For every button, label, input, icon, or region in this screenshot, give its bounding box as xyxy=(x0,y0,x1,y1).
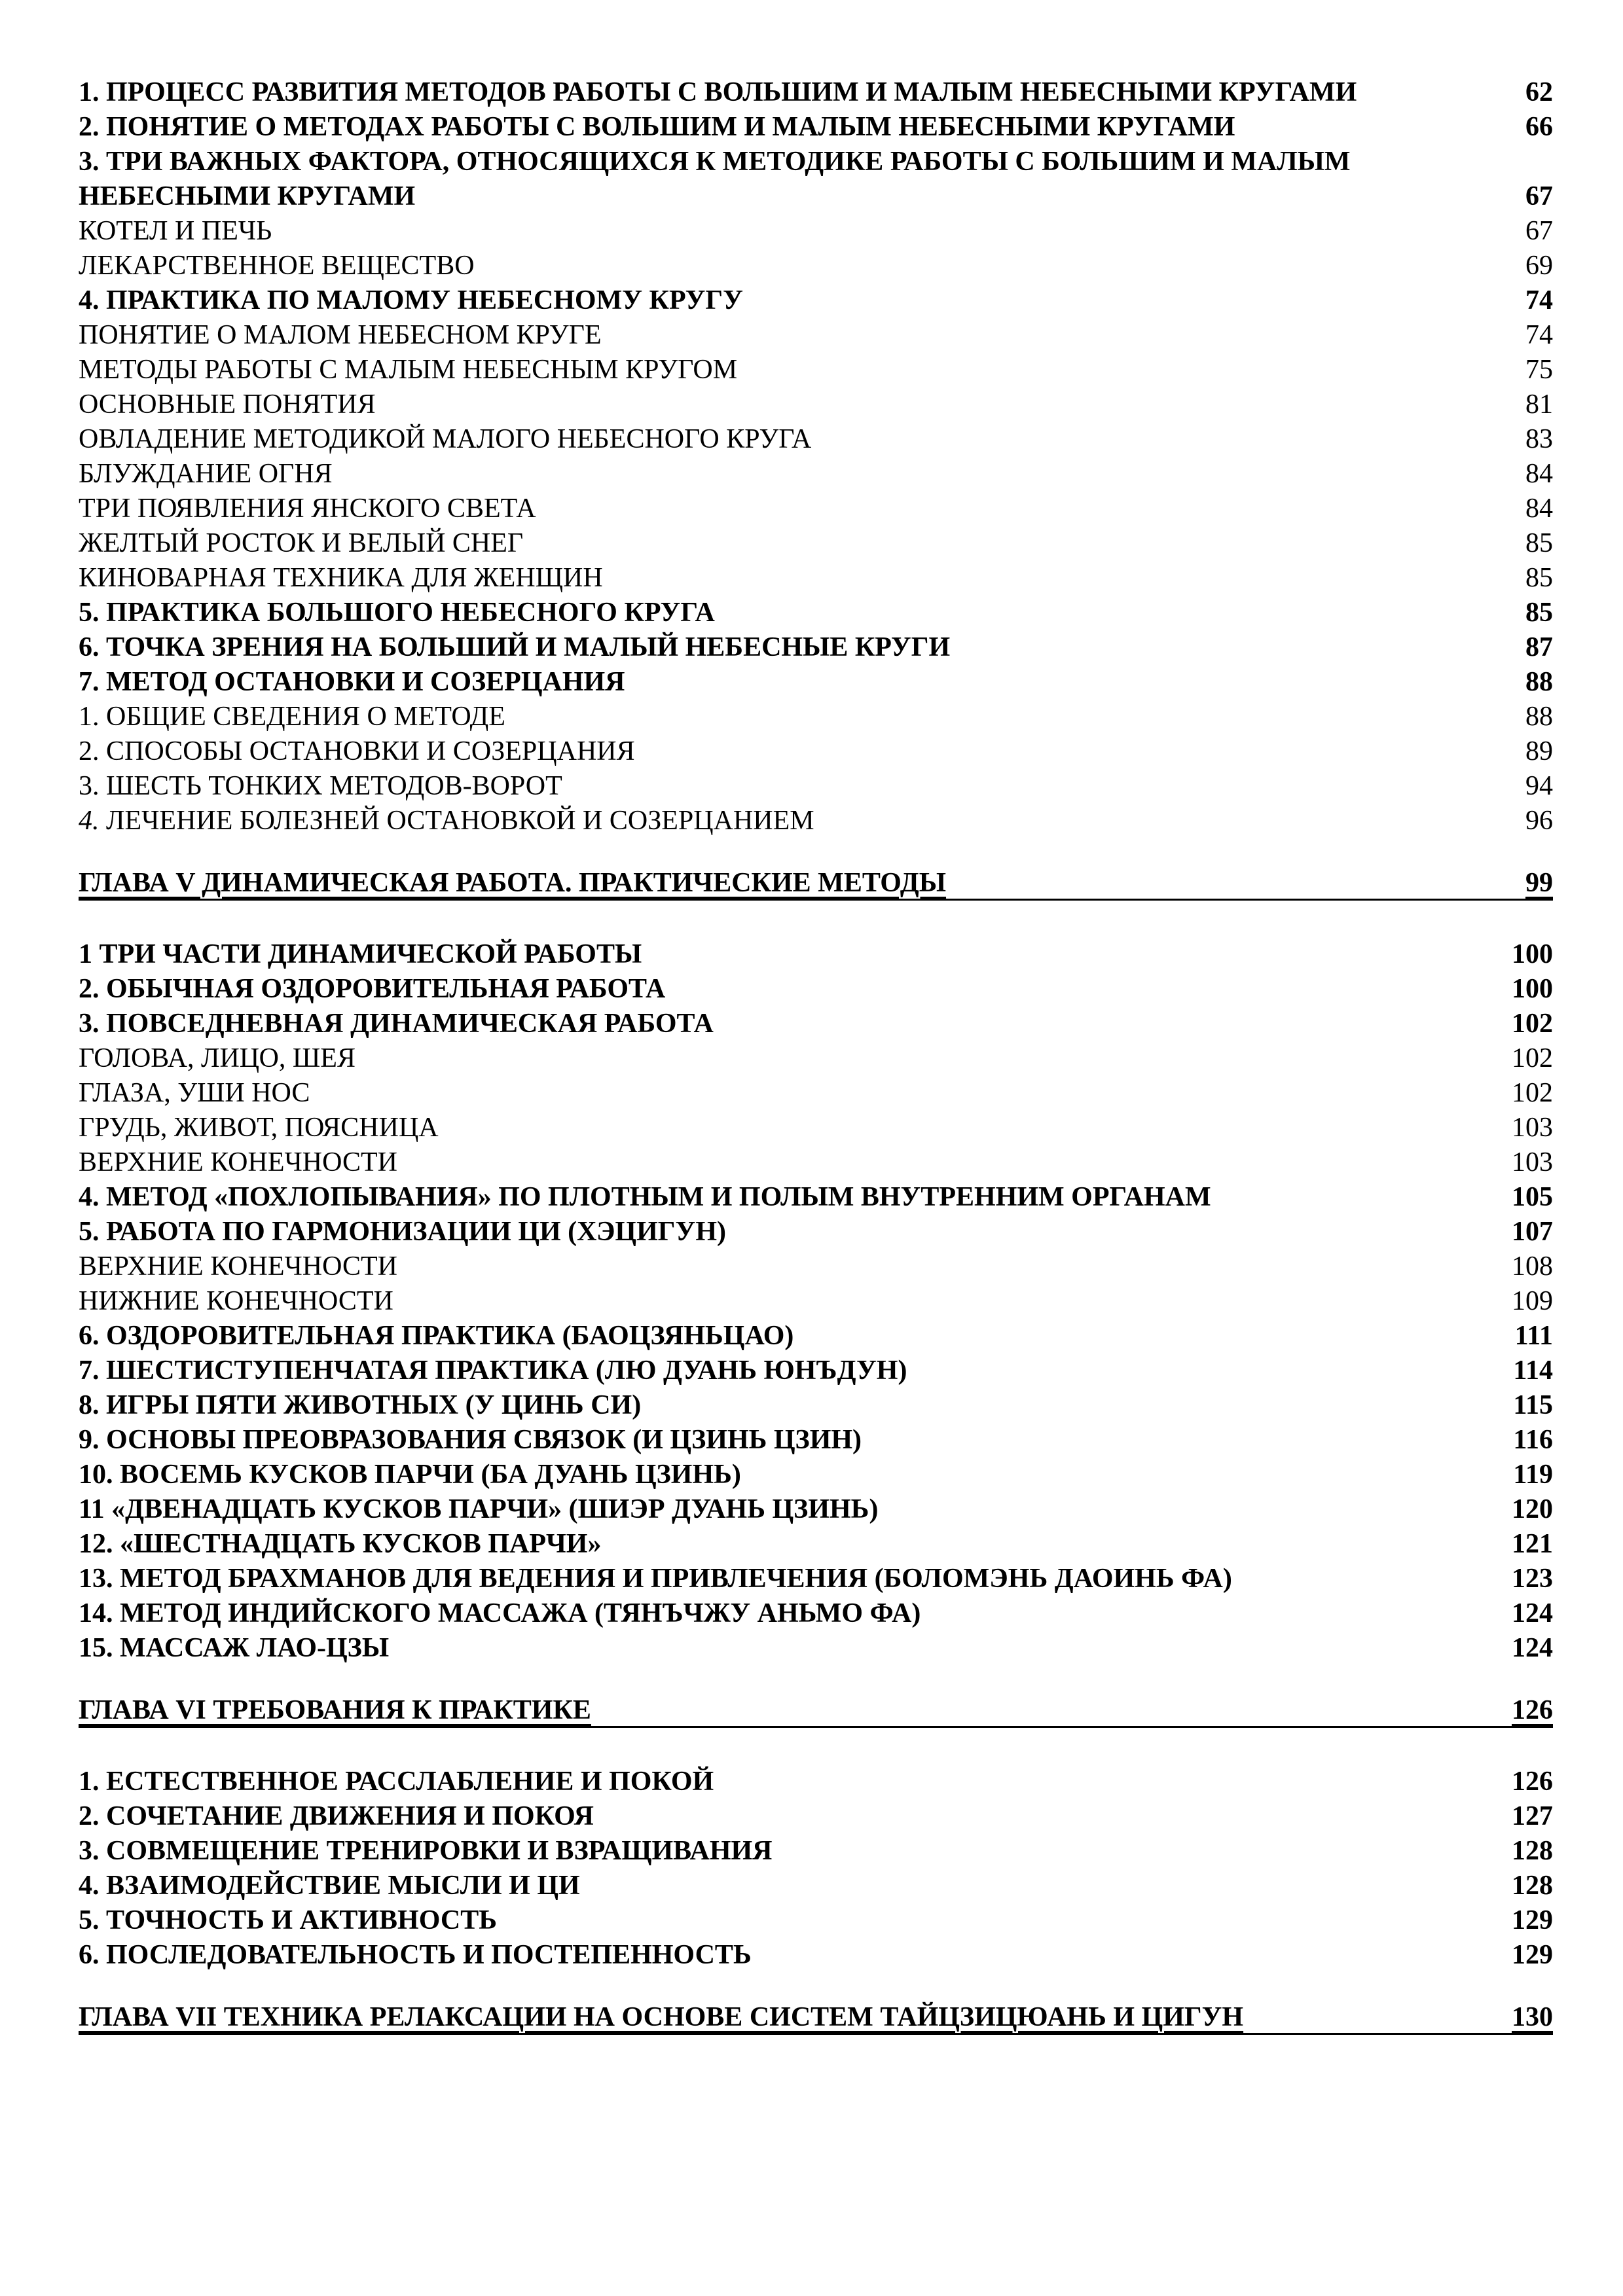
toc-entry[interactable] xyxy=(79,972,1553,1007)
toc-entry-title: 2. СОЧЕТАНИЕ ДВИЖЕНИЯ И ПОКОЯ xyxy=(79,1801,594,1831)
toc-entry[interactable] xyxy=(79,526,1553,561)
toc-entry-title: 4. ПРАКТИКА ПО МАЛОМУ НЕБЕСНОМУ КРУГУ xyxy=(79,285,743,315)
toc-entry[interactable] xyxy=(79,249,1553,283)
toc-entry-title: КОТЕЛ И ПЕЧЬ xyxy=(79,216,272,246)
toc-entry[interactable] xyxy=(79,665,1553,700)
toc-entry-page: 123 xyxy=(1512,1564,1553,1594)
toc-entry-page: 103 xyxy=(1512,1113,1553,1143)
chapter-heading-v[interactable] xyxy=(79,870,1553,905)
chapter-page: 126 xyxy=(1499,1697,1553,1728)
toc-entry-title: 2. ПОНЯТИЕ О МЕТОДАХ РАБОТЫ С ВОЛЬШИМ И МАЛЫМ НЕБЕСНЫМИ КРУГАМИ xyxy=(79,112,1235,142)
toc-entry-title: ЛЕКАРСТВЕННОЕ ВЕЩЕСТВО xyxy=(79,251,475,281)
toc-entry[interactable] xyxy=(79,214,1553,249)
toc-entry-title: 4. ВЗАИМОДЕЙСТВИЕ МЫСЛИ И ЦИ xyxy=(79,1871,580,1901)
toc-entry[interactable] xyxy=(79,1765,1553,1799)
toc-entry[interactable] xyxy=(79,422,1553,457)
toc-entry-title: 7. МЕТОД ОСТАНОВКИ И СОЗЕРЦАНИЯ xyxy=(79,667,625,697)
toc-entry-title: 6. ТОЧКА ЗРЕНИЯ НА БОЛЬШИЙ И МАЛЫЙ НЕБЕСНЫЕ КРУГИ xyxy=(79,632,951,662)
toc-entry[interactable] xyxy=(79,1145,1553,1180)
toc-entry-page: 129 xyxy=(1512,1905,1553,1935)
toc-entry-title: ГЛАЗА, УШИ НОС xyxy=(79,1078,310,1108)
toc-entry-number: 4. xyxy=(79,806,100,836)
toc-entry-title: 7. ШЕСТИСТУПЕНЧАТАЯ ПРАКТИКА (ЛЮ ДУАНЬ ЮНЪДУН) xyxy=(79,1355,907,1386)
toc-entry[interactable] xyxy=(79,700,1553,734)
toc-entry-title: 9. ОСНОВЫ ПРЕОВРАЗОВАНИЯ СВЯЗОК (И ЦЗИНЬ ЦЗИН) xyxy=(79,1425,862,1455)
toc-entry-title: 1 ТРИ ЧАСТИ ДИНАМИЧЕСКОЙ РАБОТЫ xyxy=(79,939,642,969)
toc-entry-page: 102 xyxy=(1512,1009,1553,1039)
toc-entry[interactable] xyxy=(79,75,1553,110)
toc-entry-title: 3. ПОВСЕДНЕВНАЯ ДИНАМИЧЕСКАЯ РАБОТА xyxy=(79,1009,714,1039)
toc-entry-page: 111 xyxy=(1514,1321,1553,1351)
toc-entry-page: 109 xyxy=(1512,1286,1553,1316)
toc-entry-page: 62 xyxy=(1525,77,1553,107)
toc-entry-text: ЛЕЧЕНИЕ БОЛЕЗНЕЙ ОСТАНОВКОЙ И СОЗЕРЦАНИЕМ xyxy=(106,806,814,836)
toc-entry-page: 67 xyxy=(1525,181,1553,211)
toc-entry[interactable] xyxy=(79,1319,1553,1354)
toc-entry-page: 85 xyxy=(1525,563,1553,593)
toc-entry-page: 116 xyxy=(1513,1425,1553,1455)
toc-entry-title: 5. ПРАКТИКА БОЛЬШОГО НЕБЕСНОГО КРУГА xyxy=(79,598,715,628)
toc-entry[interactable] xyxy=(79,1354,1553,1388)
toc-entry-page: 75 xyxy=(1525,355,1553,385)
toc-entry[interactable] xyxy=(79,1180,1553,1215)
toc-entry-page: 81 xyxy=(1525,389,1553,420)
toc-entry-title: ПОНЯТИЕ О МАЛОМ НЕБЕСНОМ КРУГЕ xyxy=(79,320,602,350)
toc-entry-title: ТРИ ПОЯВЛЕНИЯ ЯНСКОГО СВЕТА xyxy=(79,493,536,524)
toc-entry-page: 128 xyxy=(1512,1871,1553,1901)
chapter-title: ГЛАВА V ДИНАМИЧЕСКАЯ РАБОТА. ПРАКТИЧЕСКИЕ МЕТОДЫ xyxy=(79,870,1512,901)
toc-entry[interactable] xyxy=(79,457,1553,492)
toc-entry[interactable] xyxy=(79,1492,1553,1527)
toc-entry-page: 120 xyxy=(1512,1494,1553,1524)
toc-entry-page: 69 xyxy=(1525,251,1553,281)
toc-entry[interactable] xyxy=(79,492,1553,526)
toc-entry[interactable] xyxy=(79,1631,1553,1666)
toc-entry[interactable] xyxy=(79,1007,1553,1041)
toc-entry-page: 100 xyxy=(1512,939,1553,969)
toc-entry[interactable] xyxy=(79,1249,1553,1284)
chapter-page: 130 xyxy=(1499,2004,1553,2035)
toc-entry-title: 13. МЕТОД БРАХМАНОВ ДЛЯ ВЕДЕНИЯ И ПРИВЛЕЧЕНИЯ (БОЛОМЭНЬ ДАОИНЬ ФА) xyxy=(79,1564,1232,1594)
chapter-heading-vi[interactable] xyxy=(79,1697,1553,1732)
toc-entry-page: 107 xyxy=(1512,1217,1553,1247)
toc-entry-page: 102 xyxy=(1512,1043,1553,1073)
chapter-title: ГЛАВА VI ТРЕБОВАНИЯ К ПРАКТИКЕ xyxy=(79,1697,1499,1728)
toc-entry[interactable] xyxy=(79,561,1553,596)
toc-entry[interactable] xyxy=(79,596,1553,630)
toc-entry-page: 87 xyxy=(1525,632,1553,662)
toc-entry-page: 119 xyxy=(1513,1460,1553,1490)
toc-entry-page: 88 xyxy=(1525,702,1553,732)
toc-entry-page: 102 xyxy=(1512,1078,1553,1108)
toc-entry-page: 74 xyxy=(1525,320,1553,350)
toc-entry-title: 4. МЕТОД «ПОХЛОПЫВАНИЯ» ПО ПЛОТНЫМ И ПОЛЫМ ВНУТРЕННИМ ОРГАНАМ xyxy=(79,1182,1211,1212)
toc-entry-page: 85 xyxy=(1525,598,1553,628)
chapter-page: 99 xyxy=(1512,870,1553,901)
toc-entry[interactable] xyxy=(79,1834,1553,1869)
toc-entry-title: 1. ОБЩИЕ СВЕДЕНИЯ О МЕТОДЕ xyxy=(79,702,505,732)
toc-entry[interactable] xyxy=(79,630,1553,665)
toc-entry-title: 3. ШЕСТЬ ТОНКИХ МЕТОДОВ-ВОРОТ xyxy=(79,771,562,801)
toc-entry[interactable] xyxy=(79,1596,1553,1631)
toc-entry-page: 126 xyxy=(1512,1767,1553,1797)
toc-entry[interactable] xyxy=(79,769,1553,804)
toc-entry-title: ВЕРХНИЕ КОНЕЧНОСТИ xyxy=(79,1147,397,1177)
toc-entry[interactable] xyxy=(79,353,1553,387)
toc-entry-page: 128 xyxy=(1512,1836,1553,1866)
toc-entry[interactable] xyxy=(79,1869,1553,1903)
toc-entry[interactable] xyxy=(79,1527,1553,1562)
toc-entry-title: ОВЛАДЕНИЕ МЕТОДИКОЙ МАЛОГО НЕБЕСНОГО КРУГА xyxy=(79,424,812,454)
toc-entry-title: 10. ВОСЕМЬ КУСКОВ ПАРЧИ (БА ДУАНЬ ЦЗИНЬ) xyxy=(79,1460,741,1490)
toc-entry[interactable] xyxy=(79,1458,1553,1492)
toc-entry[interactable] xyxy=(79,1423,1553,1458)
toc-entry-page: 129 xyxy=(1512,1940,1553,1970)
toc-entry-title: 12. «ШЕСТНАДЦАТЬ КУСКОВ ПАРЧИ» xyxy=(79,1529,602,1559)
toc-entry-page: 85 xyxy=(1525,528,1553,558)
toc-entry[interactable] xyxy=(79,1938,1553,1973)
toc-entry-page: 124 xyxy=(1512,1598,1553,1628)
toc-entry[interactable] xyxy=(79,1041,1553,1076)
toc-entry-title: 2. СПОСОБЫ ОСТАНОВКИ И СОЗЕРЦАНИЯ xyxy=(79,736,635,766)
toc-entry-title: 2. ОБЫЧНАЯ ОЗДОРОВИТЕЛЬНАЯ РАБОТА xyxy=(79,974,666,1004)
toc-entry-page: 84 xyxy=(1525,493,1553,524)
toc-entry-page: 94 xyxy=(1525,771,1553,801)
toc-entry-title: 6. ОЗДОРОВИТЕЛЬНАЯ ПРАКТИКА (БАОЦЗЯНЬЦАО) xyxy=(79,1321,794,1351)
toc-entry-title: ГРУДЬ, ЖИВОТ, ПОЯСНИЦА xyxy=(79,1113,439,1143)
toc-entry[interactable] xyxy=(79,1562,1553,1596)
toc-entry-title: 3. СОВМЕЩЕНИЕ ТРЕНИРОВКИ И ВЗРАЩИВАНИЯ xyxy=(79,1836,773,1866)
toc-entry-title: ВЕРХНИЕ КОНЕЧНОСТИ xyxy=(79,1251,397,1282)
toc-entry-page: 100 xyxy=(1512,974,1553,1004)
toc-entry-title: 5. ТОЧНОСТЬ И АКТИВНОСТЬ xyxy=(79,1905,497,1935)
toc-entry-page: 84 xyxy=(1525,459,1553,489)
toc-entry-page: 121 xyxy=(1512,1529,1553,1559)
toc-entry-page: 114 xyxy=(1513,1355,1553,1386)
toc-entry-page: 115 xyxy=(1513,1390,1553,1420)
toc-entry[interactable] xyxy=(79,1111,1553,1145)
toc-entry[interactable] xyxy=(79,387,1553,422)
toc-entry-page: 124 xyxy=(1512,1633,1553,1663)
toc-entry-title: 15. МАССАЖ ЛАО-ЦЗЫ xyxy=(79,1633,390,1663)
toc-entry-page: 66 xyxy=(1525,112,1553,142)
toc-entry-page: 67 xyxy=(1525,216,1553,246)
toc-entry-title: БЛУЖДАНИЕ ОГНЯ xyxy=(79,459,333,489)
toc-entry-title: МЕТОДЫ РАБОТЫ С МАЛЫМ НЕБЕСНЫМ КРУГОМ xyxy=(79,355,738,385)
toc-entry-title: 1. ЕСТЕСТВЕННОЕ РАССЛАБЛЕНИЕ И ПОКОЙ xyxy=(79,1767,714,1797)
toc-entry-title: 1. ПРОЦЕСС РАЗВИТИЯ МЕТОДОВ РАБОТЫ С ВОЛЬШИМ И МАЛЫМ НЕБЕСНЫМИ КРУГАМИ xyxy=(79,77,1357,107)
toc-entry-title: 11 «ДВЕНАДЦАТЬ КУСКОВ ПАРЧИ» (ШИЭР ДУАНЬ ЦЗИНЬ) xyxy=(79,1494,879,1524)
toc-entry[interactable] xyxy=(79,1215,1553,1249)
toc-entry-page: 89 xyxy=(1525,736,1553,766)
toc-entry-page: 74 xyxy=(1525,285,1553,315)
chapter-heading-vii[interactable] xyxy=(79,2004,1553,2039)
toc-entry-title: ГОЛОВА, ЛИЦО, ШЕЯ xyxy=(79,1043,356,1073)
toc-entry-title: 5. РАБОТА ПО ГАРМОНИЗАЦИИ ЦИ (ХЭЦИГУН) xyxy=(79,1217,726,1247)
toc-entry-title xyxy=(79,804,1512,838)
table-of-contents xyxy=(79,75,1553,2072)
toc-entry[interactable] xyxy=(79,1076,1553,1111)
toc-entry[interactable] xyxy=(79,937,1553,972)
toc-entry-title: 6. ПОСЛЕДОВАТЕЛЬНОСТЬ И ПОСТЕПЕННОСТЬ xyxy=(79,1940,752,1970)
toc-entry-page: 108 xyxy=(1512,1251,1553,1282)
toc-entry[interactable] xyxy=(79,318,1553,353)
toc-entry-title: ЖЕЛТЫЙ РОСТОК И ВЕЛЫЙ СНЕГ xyxy=(79,528,524,558)
toc-entry[interactable] xyxy=(79,1799,1553,1834)
toc-entry-title: КИНОВАРНАЯ ТЕХНИКА ДЛЯ ЖЕНЩИН xyxy=(79,563,603,593)
toc-entry[interactable] xyxy=(79,1284,1553,1319)
toc-entry-title: 14. МЕТОД ИНДИЙСКОГО МАССАЖА (ТЯНЪЧЖУ АНЬМО ФА) xyxy=(79,1598,921,1628)
toc-entry-page: 88 xyxy=(1525,667,1553,697)
chapter-title: ГЛАВА VII ТЕХНИКА РЕЛАКСАЦИИ НА ОСНОВЕ СИСТЕМ ТАЙЦЗИЦЮАНЬ И ЦИГУН xyxy=(79,2004,1499,2035)
toc-entry[interactable] xyxy=(79,145,1553,214)
toc-entry[interactable] xyxy=(79,804,1553,838)
toc-entry-page: 83 xyxy=(1525,424,1553,454)
toc-entry-page: 96 xyxy=(1525,806,1553,836)
toc-entry[interactable] xyxy=(79,1903,1553,1938)
toc-entry-page: 103 xyxy=(1512,1147,1553,1177)
toc-entry-title: НИЖНИЕ КОНЕЧНОСТИ xyxy=(79,1286,393,1316)
toc-entry-title: 8. ИГРЫ ПЯТИ ЖИВОТНЫХ (У ЦИНЬ СИ) xyxy=(79,1390,642,1420)
toc-entry[interactable] xyxy=(79,283,1553,318)
toc-entry-title: ОСНОВНЫЕ ПОНЯТИЯ xyxy=(79,389,376,420)
toc-entry[interactable] xyxy=(79,734,1553,769)
toc-entry-page: 105 xyxy=(1512,1182,1553,1212)
toc-entry-title: 3. ТРИ ВАЖНЫХ ФАКТОРА, ОТНОСЯЩИХСЯ К МЕТОДИКЕ РАБОТЫ С БОЛЬШИМ И МАЛЫМ НЕБЕСНЫМИ КРУГАМИ xyxy=(79,147,1351,211)
toc-entry-page: 127 xyxy=(1512,1801,1553,1831)
toc-entry[interactable] xyxy=(79,110,1553,145)
toc-entry[interactable] xyxy=(79,1388,1553,1423)
